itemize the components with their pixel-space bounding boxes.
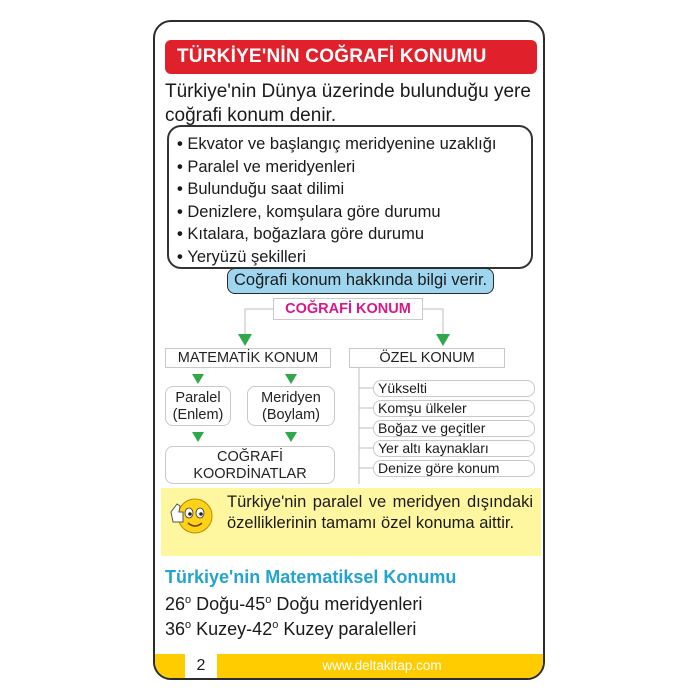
arrow-down-icon (238, 334, 252, 346)
features-list-box (167, 125, 533, 269)
info-card (153, 20, 545, 680)
features-list (177, 133, 521, 268)
arrow-down-icon (192, 374, 204, 384)
root-node: COĞRAFİ KONUM (273, 298, 423, 320)
ozel-item: Yükselti (373, 380, 535, 397)
info-pill: Coğrafi konum hakkında bilgi verir. (227, 268, 494, 294)
arrow-down-icon (192, 432, 204, 442)
enlem-label: (Enlem) (172, 407, 224, 423)
coord-value: 36 (165, 619, 186, 639)
list-item: • Denizlere, komşulara göre durumu (177, 201, 521, 224)
note-text: Türkiye'nin paralel ve meridyen dışındaki özelliklerinin tamamı özel konuma aittir. (227, 493, 533, 532)
ozel-item: Boğaz ve geçitler (373, 420, 535, 437)
list-item: • Ekvator ve başlangıç meridyenine uzaklığı (177, 133, 521, 156)
coord-value: 26 (165, 594, 186, 614)
footer-accent (155, 654, 185, 678)
paralel-node (165, 386, 231, 426)
degree-sign: o (265, 594, 272, 606)
boylam-label: (Boylam) (261, 407, 320, 423)
smiley-thumbs-up-icon (167, 494, 217, 536)
coord-text: Doğu-45 (191, 594, 266, 614)
card-title: TÜRKİYE'NİN COĞRAFİ KONUMU (165, 40, 537, 74)
matematik-node: MATEMATİK KONUM (165, 348, 331, 368)
list-item: • Bulunduğu saat dilimi (177, 178, 521, 201)
arrow-down-icon (285, 432, 297, 442)
coord-line-meridians (165, 594, 422, 615)
footer (155, 654, 545, 678)
koordinatlar-node (165, 446, 335, 484)
degree-sign: o (185, 594, 192, 606)
coord-text: Kuzey-42 (191, 619, 273, 639)
koord-label-1: COĞRAFİ (216, 449, 284, 465)
koord-label-2: KOORDİNATLAR (193, 466, 307, 482)
footer-url: www.deltakitap.com (217, 654, 545, 678)
coord-text: Doğu meridyenleri (271, 594, 423, 614)
list-item: • Kıtalara, boğazlara göre durumu (177, 223, 521, 246)
degree-sign: o (272, 619, 279, 631)
coord-line-parallels (165, 619, 416, 640)
note-box (161, 488, 541, 556)
arrow-down-icon (285, 374, 297, 384)
coord-text: Kuzey paralelleri (278, 619, 417, 639)
ozel-item: Yer altı kaynakları (373, 440, 535, 457)
ozel-item: Komşu ülkeler (373, 400, 535, 417)
meridyen-label: Meridyen (261, 390, 321, 406)
paralel-label: Paralel (175, 390, 221, 406)
arrow-down-icon (436, 334, 450, 346)
list-item: • Yeryüzü şekilleri (177, 246, 521, 269)
connector-line (245, 309, 273, 334)
page-number: 2 (185, 654, 217, 678)
degree-sign: o (185, 619, 192, 631)
intro-text: Türkiye'nin Dünya üzerinde bulunduğu yere coğrafi konum denir. (165, 81, 531, 126)
ozel-node: ÖZEL KONUM (349, 348, 505, 368)
ozel-item: Denize göre konum (373, 460, 535, 477)
list-item: • Paralel ve meridyenleri (177, 156, 521, 179)
meridyen-node (247, 386, 335, 426)
connector-line (359, 388, 373, 468)
subtitle: Türkiye'nin Matematiksel Konumu (165, 567, 457, 587)
connector-line (423, 309, 443, 334)
